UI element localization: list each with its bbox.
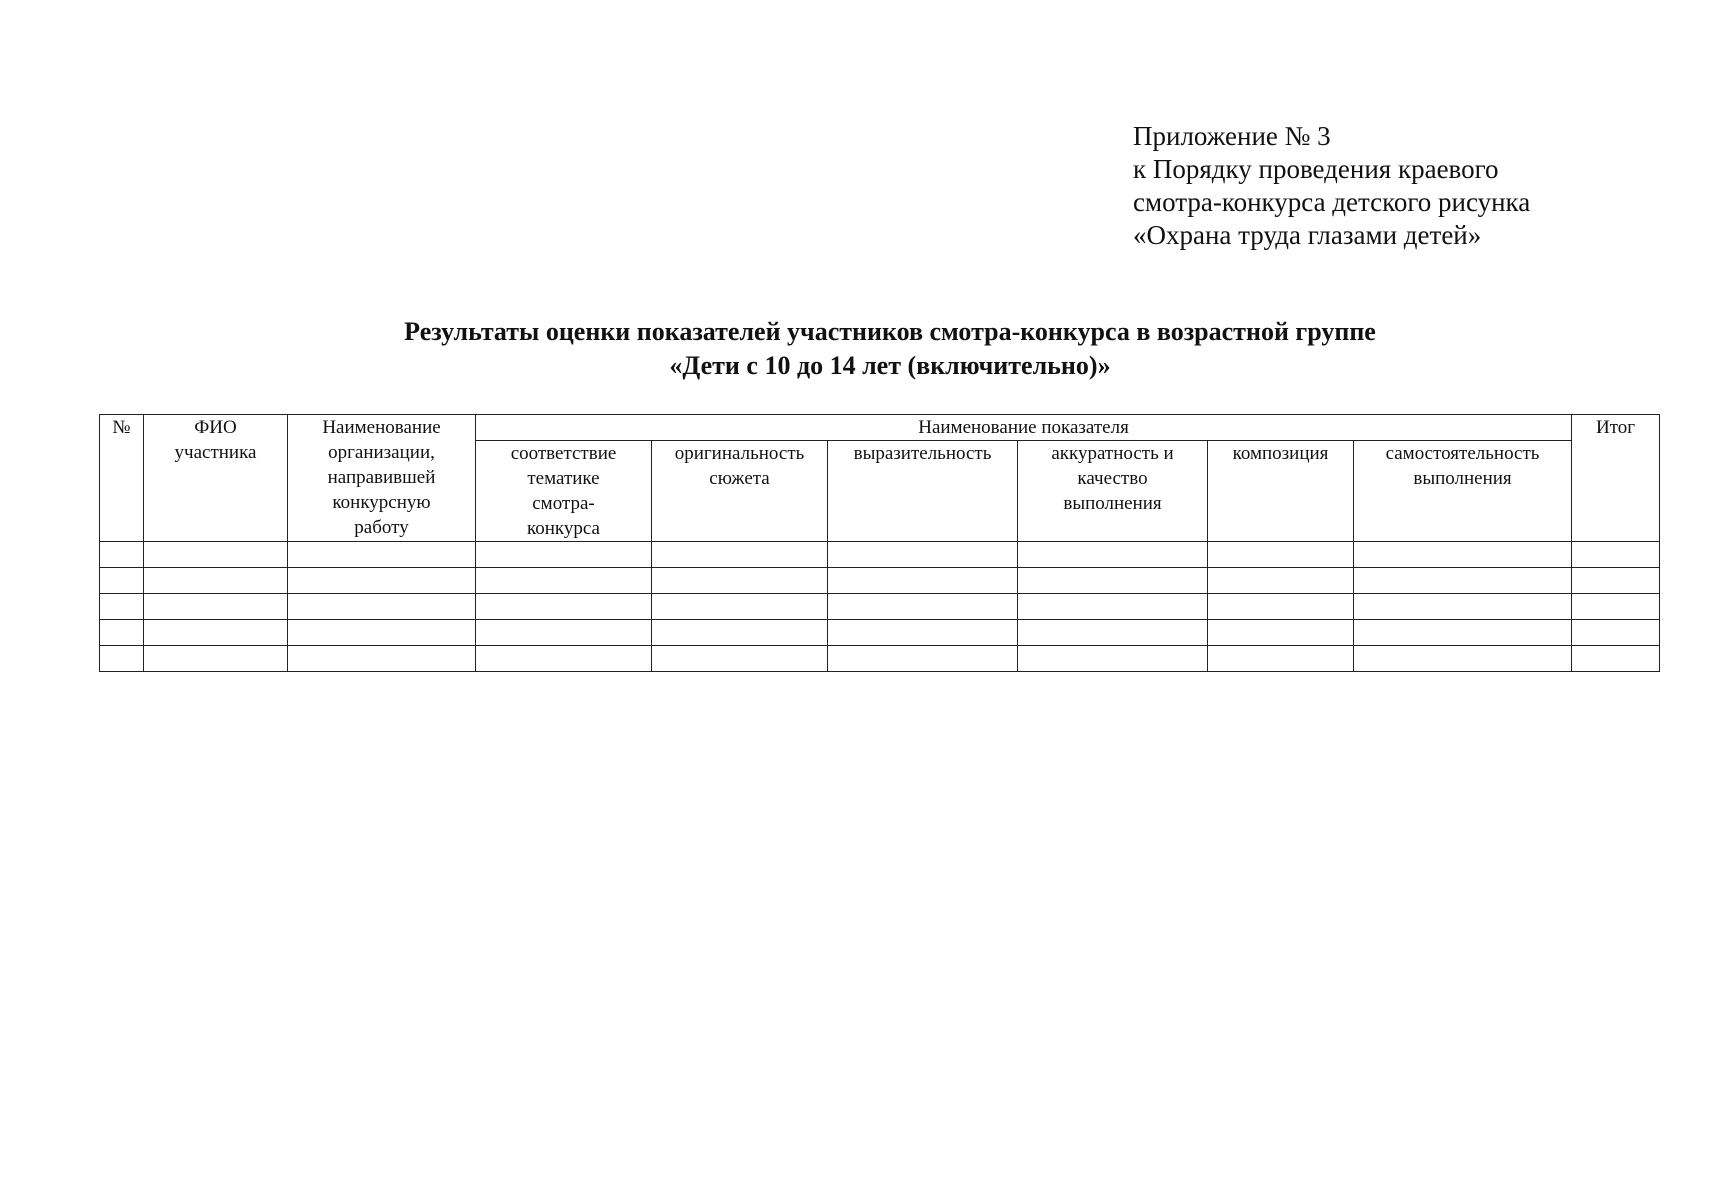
table-cell (1572, 542, 1660, 568)
table-cell (828, 620, 1018, 646)
table-cell (1354, 620, 1572, 646)
table-row (100, 542, 1660, 568)
header-indicator-group: Наименование показателя (476, 415, 1572, 441)
table-cell (652, 542, 828, 568)
table-cell (144, 568, 288, 594)
table-cell (828, 542, 1018, 568)
table-cell (1208, 568, 1354, 594)
header-indicator-accuracy (1018, 441, 1208, 542)
appendix-line: смотра-конкурса детского рисунка (1133, 187, 1531, 217)
header-indicator-line: выполнения (1413, 468, 1512, 489)
table-row (100, 594, 1660, 620)
title-line-2: «Дети с 10 до 14 лет (включительно)» (669, 351, 1111, 380)
table-cell (1354, 646, 1572, 672)
table-cell (828, 594, 1018, 620)
title-line-1: Результаты оценки показателей участников смотра-конкурса в возрастной группе (404, 317, 1376, 346)
header-indicator-line: самостоятельность (1385, 443, 1540, 464)
results-table-body (100, 542, 1660, 672)
header-fio-line: участника (174, 442, 257, 463)
table-cell (1572, 594, 1660, 620)
table-cell (1208, 620, 1354, 646)
header-org-line: конкурсную (332, 492, 431, 513)
header-indicator-composition (1208, 441, 1354, 542)
table-cell (1018, 594, 1208, 620)
header-indicator-line: выразительность (853, 443, 992, 464)
header-fio (144, 415, 288, 542)
header-indicator-line: композиция (1232, 443, 1329, 464)
table-cell (1572, 568, 1660, 594)
header-indicator-independence (1354, 441, 1572, 542)
results-table (99, 414, 1660, 672)
table-cell (1018, 542, 1208, 568)
header-org-line: Наименование (322, 417, 441, 438)
table-cell (1208, 646, 1354, 672)
table-cell (652, 568, 828, 594)
table-cell (652, 594, 828, 620)
table-cell (1018, 620, 1208, 646)
header-number: № (100, 415, 144, 542)
table-cell (100, 594, 144, 620)
table-cell (1208, 542, 1354, 568)
table-cell (1018, 646, 1208, 672)
table-cell (288, 620, 476, 646)
table-cell (828, 568, 1018, 594)
header-indicator-originality (652, 441, 828, 542)
table-cell (1354, 542, 1572, 568)
header-indicator-line: качество (1077, 468, 1148, 489)
header-indicator-expressiveness (828, 441, 1018, 542)
header-indicator-line: сюжета (709, 468, 770, 489)
table-cell (1208, 594, 1354, 620)
table-cell (288, 594, 476, 620)
table-cell (476, 594, 652, 620)
header-org-line: направившей (327, 467, 436, 488)
table-cell (100, 620, 144, 646)
table-cell (100, 646, 144, 672)
table-cell (288, 568, 476, 594)
table-cell (476, 568, 652, 594)
header-organization (288, 415, 476, 542)
table-cell (144, 542, 288, 568)
table-cell (476, 620, 652, 646)
header-indicator-line: смотра- (532, 493, 595, 514)
appendix-block (1133, 120, 1530, 252)
table-row (100, 568, 1660, 594)
header-indicator-line: выполнения (1063, 493, 1162, 514)
header-indicator-theme (476, 441, 652, 542)
appendix-line: к Порядку проведения краевого (1133, 154, 1499, 184)
table-cell (100, 568, 144, 594)
table-cell (476, 646, 652, 672)
appendix-line: Приложение № 3 (1133, 121, 1331, 151)
table-row (100, 620, 1660, 646)
table-cell (1572, 620, 1660, 646)
table-cell (144, 646, 288, 672)
table-cell (476, 542, 652, 568)
header-total: Итог (1572, 415, 1660, 542)
table-cell (1354, 568, 1572, 594)
header-org-line: работу (354, 517, 409, 538)
header-indicator-line: конкурса (527, 518, 600, 539)
table-cell (144, 620, 288, 646)
table-cell (144, 594, 288, 620)
table-cell (652, 620, 828, 646)
document-title (0, 315, 1717, 383)
header-indicator-line: соответствие (510, 443, 617, 464)
table-cell (100, 542, 144, 568)
table-cell (1354, 594, 1572, 620)
table-cell (1018, 568, 1208, 594)
table-cell (652, 646, 828, 672)
table-cell (1572, 646, 1660, 672)
header-fio-line: ФИО (194, 417, 237, 438)
header-org-line: организации, (328, 442, 435, 463)
appendix-line: «Охрана труда глазами детей» (1133, 220, 1482, 250)
table-cell (828, 646, 1018, 672)
table-cell (288, 646, 476, 672)
table-row (100, 646, 1660, 672)
header-indicator-line: оригинальность (674, 443, 805, 464)
header-indicator-line: аккуратность и (1051, 443, 1174, 464)
header-indicator-line: тематике (527, 468, 600, 489)
table-cell (288, 542, 476, 568)
